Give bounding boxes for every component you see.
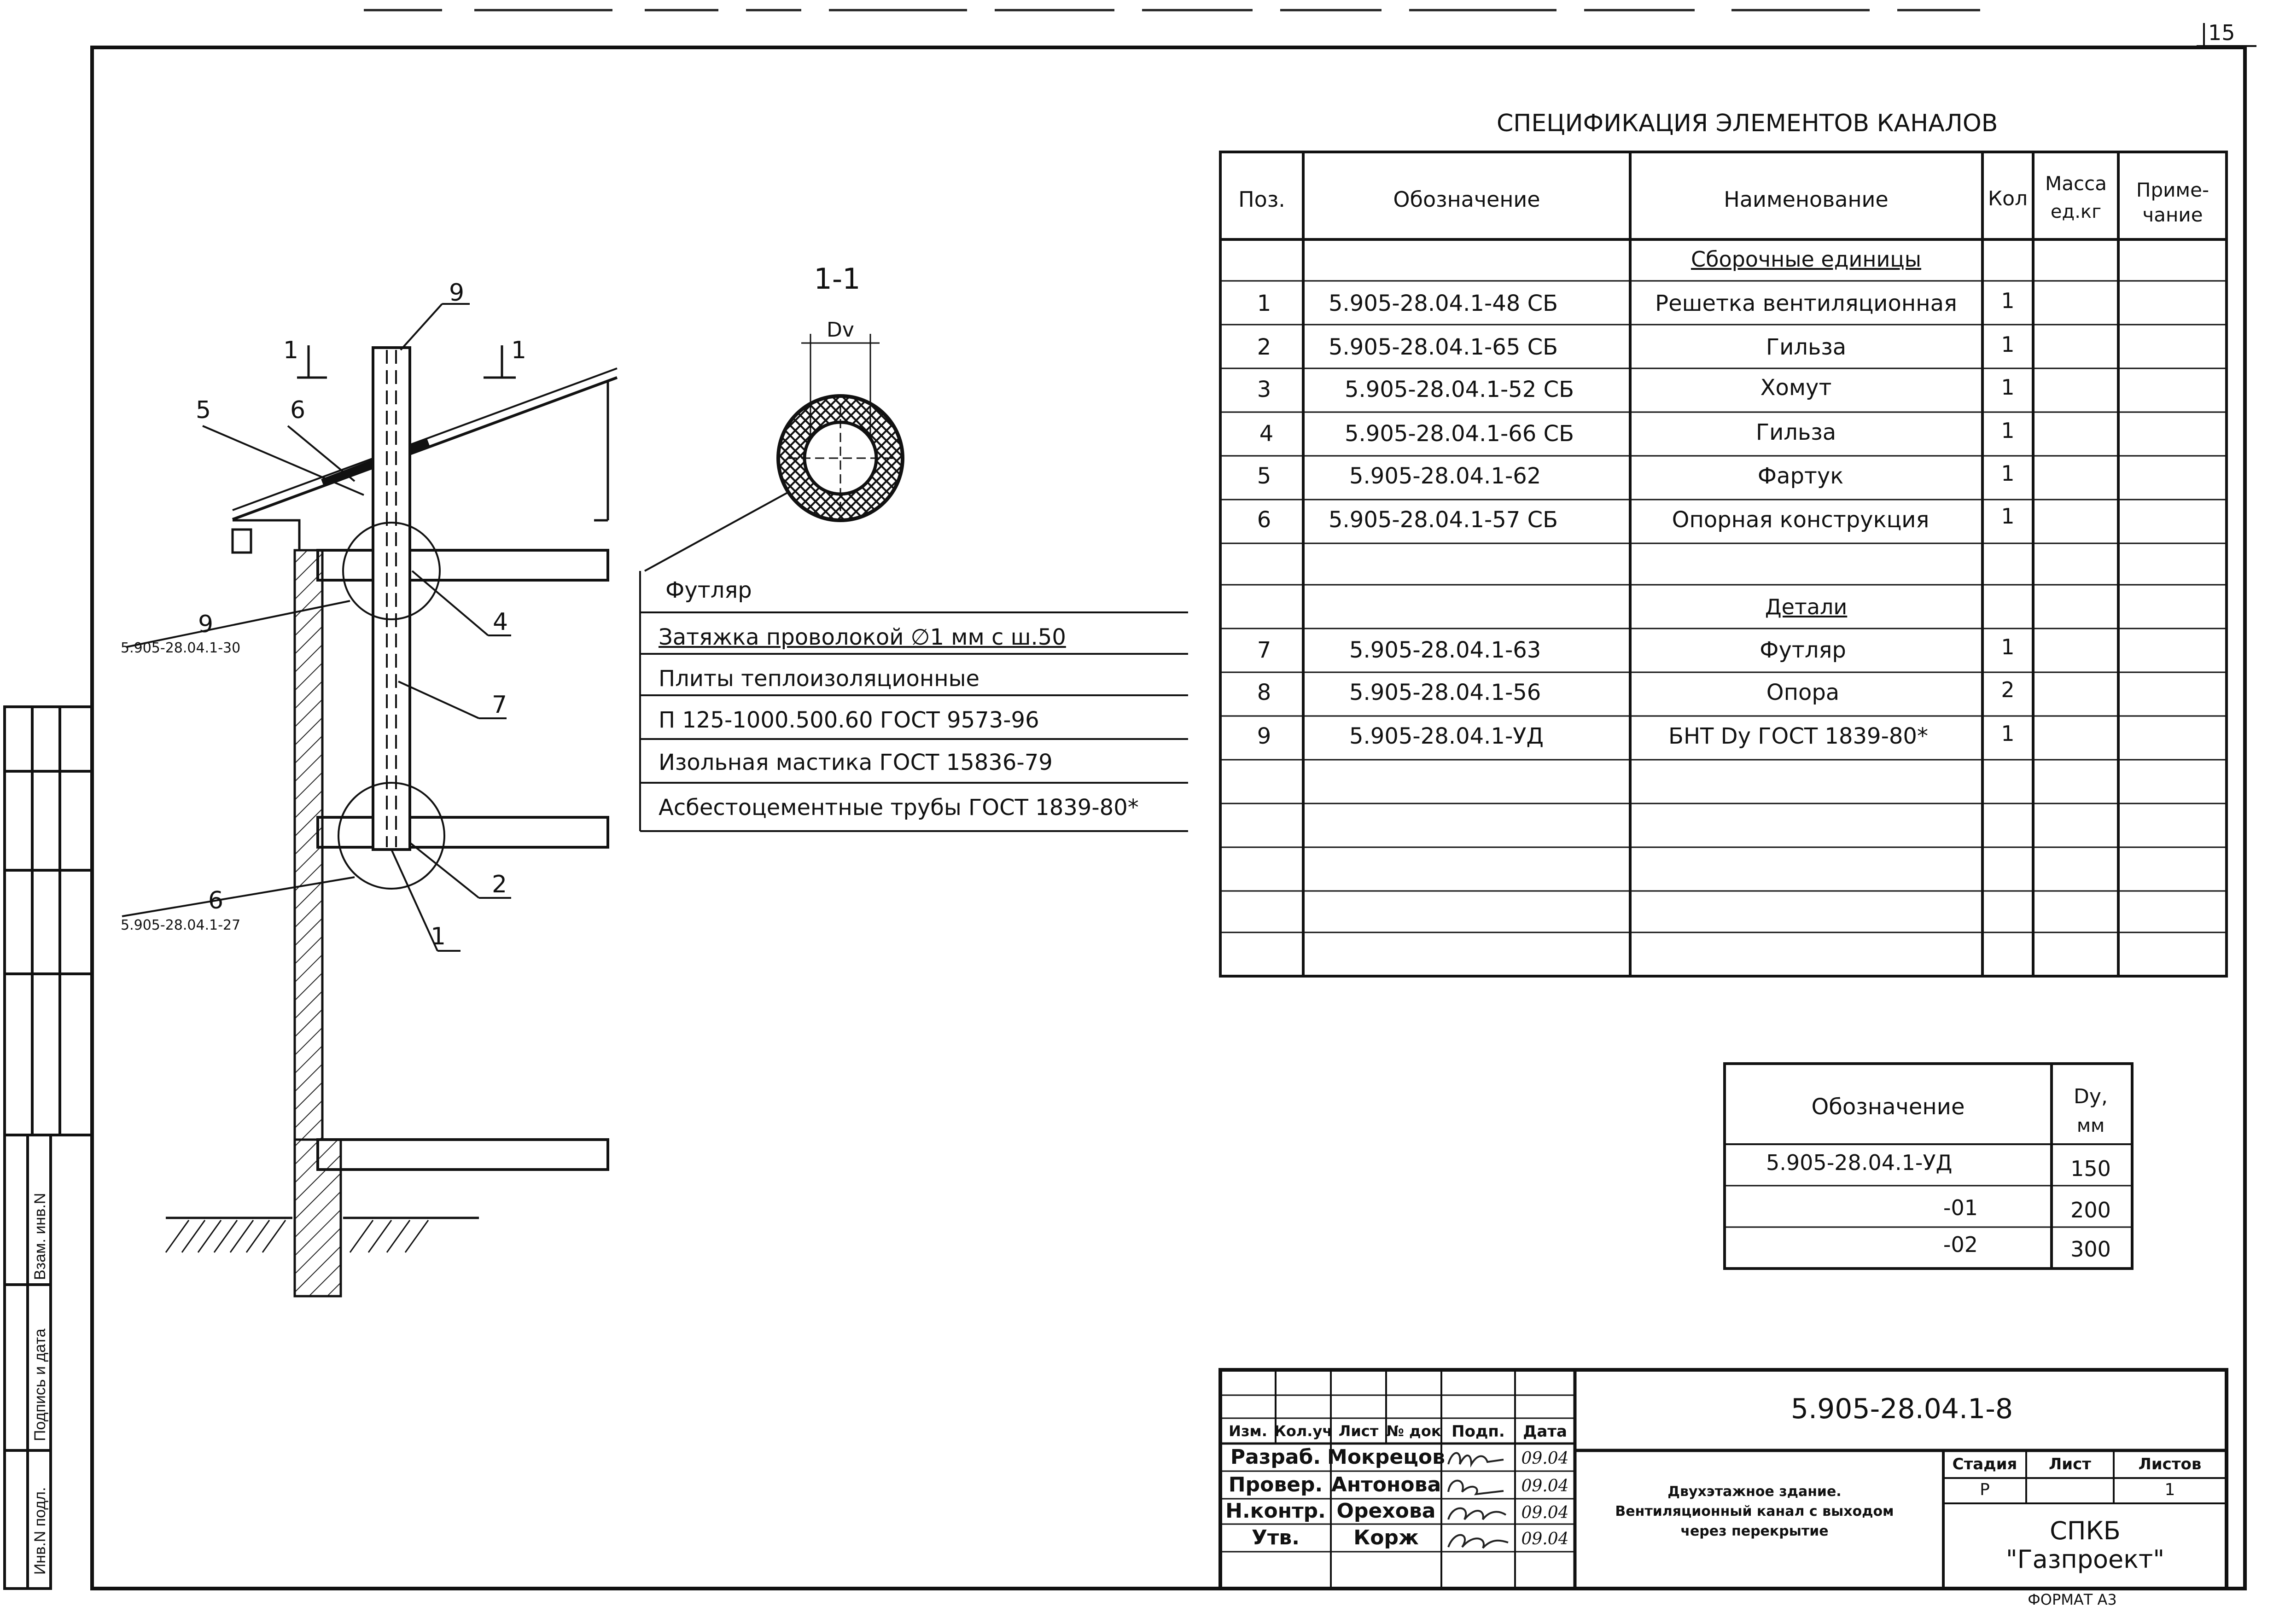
legend-item: Затяжка проволокой ∅1 мм с ш.50 [659,624,1066,650]
tb-date: 09.04 [1521,1477,1569,1496]
title-block-description-line: через перекрытие [1680,1523,1829,1539]
tb-sheet-head: Лист [2049,1455,2091,1473]
spec-header-mass-unit: ед.кг [2050,201,2102,222]
dy-designation: 5.905-28.04.1-УД [1766,1150,1953,1175]
dy-value: 150 [2070,1156,2111,1181]
side-stamp-inv: Инв.N подл. [31,1487,49,1575]
callout-9-top: 9 [449,279,465,307]
spec-pos: 1 [1257,291,1271,316]
spec-designation: 5.905-28.04.1-48 СБ [1329,291,1558,316]
dy-header-unit: мм [2076,1115,2105,1136]
callout-4: 4 [493,608,508,636]
page-number: 15 [2208,20,2235,45]
tb-sheets-head: Листов [2138,1455,2202,1473]
dv-label: Dv [827,318,854,342]
callout-6-left: 6 [208,887,224,914]
spec-designation: 5.905-28.04.1-63 [1349,637,1541,663]
dy-designation: -02 [1943,1232,1978,1257]
spec-pos: 2 [1257,334,1271,360]
tb-role: Н.контр. [1225,1499,1326,1523]
tb-date: 09.04 [1521,1530,1569,1548]
spec-header-pos: Поз. [1238,187,1285,212]
spec-title: СПЕЦИФИКАЦИЯ ЭЛЕМЕНТОВ КАНАЛОВ [1497,110,1998,137]
spec-pos: 5 [1257,463,1271,489]
dy-designation: -01 [1943,1195,1978,1220]
tb-role: Утв. [1252,1526,1300,1549]
spec-pos: 7 [1257,637,1271,663]
dy-header-dy: Dy, [2074,1085,2108,1108]
tb-sheets: 1 [2164,1480,2175,1499]
spec-name: Опорная конструкция [1672,507,1930,533]
spec-qty: 1 [2001,504,2015,529]
tb-org: СПКБ [2050,1516,2121,1545]
callout-9-left-ref: 5.905-28.04.1-30 [121,640,241,656]
spec-designation: 5.905-28.04.1-57 СБ [1329,507,1558,533]
spec-designation: 5.905-28.04.1-52 СБ [1345,377,1574,402]
spec-name: БНТ Dy ГОСТ 1839-80* [1668,723,1928,749]
spec-designation: 5.905-28.04.1-66 СБ [1345,421,1574,447]
spec-designation: 5.905-28.04.1-62 [1349,463,1541,489]
spec-name: Хомут [1760,375,1832,401]
tb-person: Орехова [1336,1499,1436,1523]
format-label: ФОРМАТ А3 [2028,1591,2117,1608]
spec-name: Опора [1766,680,1840,705]
spec-header-note-2: чание [2142,204,2203,226]
side-stamp-podp: Подпись и дата [31,1328,49,1441]
spec-section-assemblies: Сборочные единицы [1691,247,1922,272]
tb-date: 09.04 [1521,1449,1569,1468]
spec-qty: 1 [2001,418,2015,443]
tb-head-izm: Изм. [1229,1422,1267,1440]
tb-head-kol: Кол.уч [1274,1422,1333,1440]
spec-name: Решетка вентиляционная [1655,291,1957,316]
legend-item: Плиты теплоизоляционные [659,666,980,692]
spec-designation: 5.905-28.04.1-56 [1349,680,1541,705]
tb-head-podp: Подп. [1452,1422,1505,1441]
spec-qty: 1 [2001,461,2015,486]
spec-header-note: Приме- [2136,179,2209,201]
legend-item: Изольная мастика ГОСТ 15836-79 [659,750,1053,775]
section-mark-right: 1 [511,337,527,364]
tb-role: Разраб. [1230,1445,1321,1469]
side-stamp [5,707,92,1589]
spec-table-grid [1220,152,2227,976]
spec-header-name: Наименование [1724,187,1889,212]
title-block-code: 5.905-28.04.1-8 [1790,1393,2013,1425]
spec-header-mass: Масса [2045,172,2107,195]
legend-item: Асбестоцементные трубы ГОСТ 1839-80* [659,795,1139,821]
tb-head-list: Лист [1338,1422,1379,1440]
tb-role: Провер. [1228,1473,1323,1496]
spec-name: Фартук [1757,463,1844,489]
tb-date: 09.04 [1521,1503,1569,1522]
tb-org-name: "Газпроект" [2005,1545,2165,1574]
spec-section-details: Детали [1765,594,1848,619]
spec-qty: 1 [2001,332,2015,357]
spec-designation: 5.905-28.04.1-65 СБ [1329,334,1558,360]
spec-qty: 1 [2001,634,2015,659]
spec-name: Гильза [1766,334,1847,360]
tb-person: Антонова [1331,1473,1441,1496]
spec-header-qty: Кол [1988,187,2028,210]
spec-qty: 1 [2001,721,2015,746]
legend-item: Футляр [665,577,752,603]
title-block-description-line: Вентиляционный канал с выходом [1615,1503,1894,1519]
spec-header-designation: Обозначение [1393,187,1540,212]
legend-item: П 125-1000.500.60 ГОСТ 9573-96 [659,707,1039,733]
spec-designation: 5.905-28.04.1-УД [1349,723,1544,749]
side-stamp-vzam: Взам. инв.N [31,1193,49,1280]
legend-lines [640,571,1188,831]
section-mark-left: 1 [283,337,299,364]
section-title: 1-1 [814,262,861,296]
callout-2: 2 [492,871,507,898]
tb-stage-head: Стадия [1952,1455,2017,1473]
dy-header-designation: Обозначение [1811,1094,1965,1120]
spec-qty: 1 [2001,288,2015,313]
tb-person: Мокрецов [1327,1445,1445,1469]
spec-name: Футляр [1760,637,1846,663]
spec-pos: 8 [1257,680,1271,705]
spec-pos: 3 [1257,377,1271,402]
callout-7: 7 [492,691,507,719]
spec-qty: 2 [2001,677,2015,702]
callout-6-roof: 6 [290,396,306,424]
tb-person: Корж [1353,1526,1419,1549]
callout-5: 5 [196,396,211,424]
callout-1: 1 [431,923,446,950]
spec-pos: 6 [1257,507,1271,533]
dy-value: 300 [2070,1237,2111,1262]
tb-stage: Р [1980,1480,1990,1499]
tb-head-ndok: № док [1386,1422,1441,1440]
callout-6-left-ref: 5.905-28.04.1-27 [121,917,241,933]
spec-pos: 4 [1259,421,1274,447]
title-block-description-line: Двухэтажное здание. [1667,1484,1842,1500]
tb-head-data: Дата [1523,1422,1567,1441]
callout-9-left: 9 [198,611,214,638]
spec-pos: 9 [1257,723,1271,749]
spec-name: Гильза [1755,419,1836,445]
pipe-cross-section [778,334,903,520]
spec-qty: 1 [2001,375,2015,400]
signatures [1444,1446,1513,1556]
dy-value: 200 [2070,1198,2111,1222]
